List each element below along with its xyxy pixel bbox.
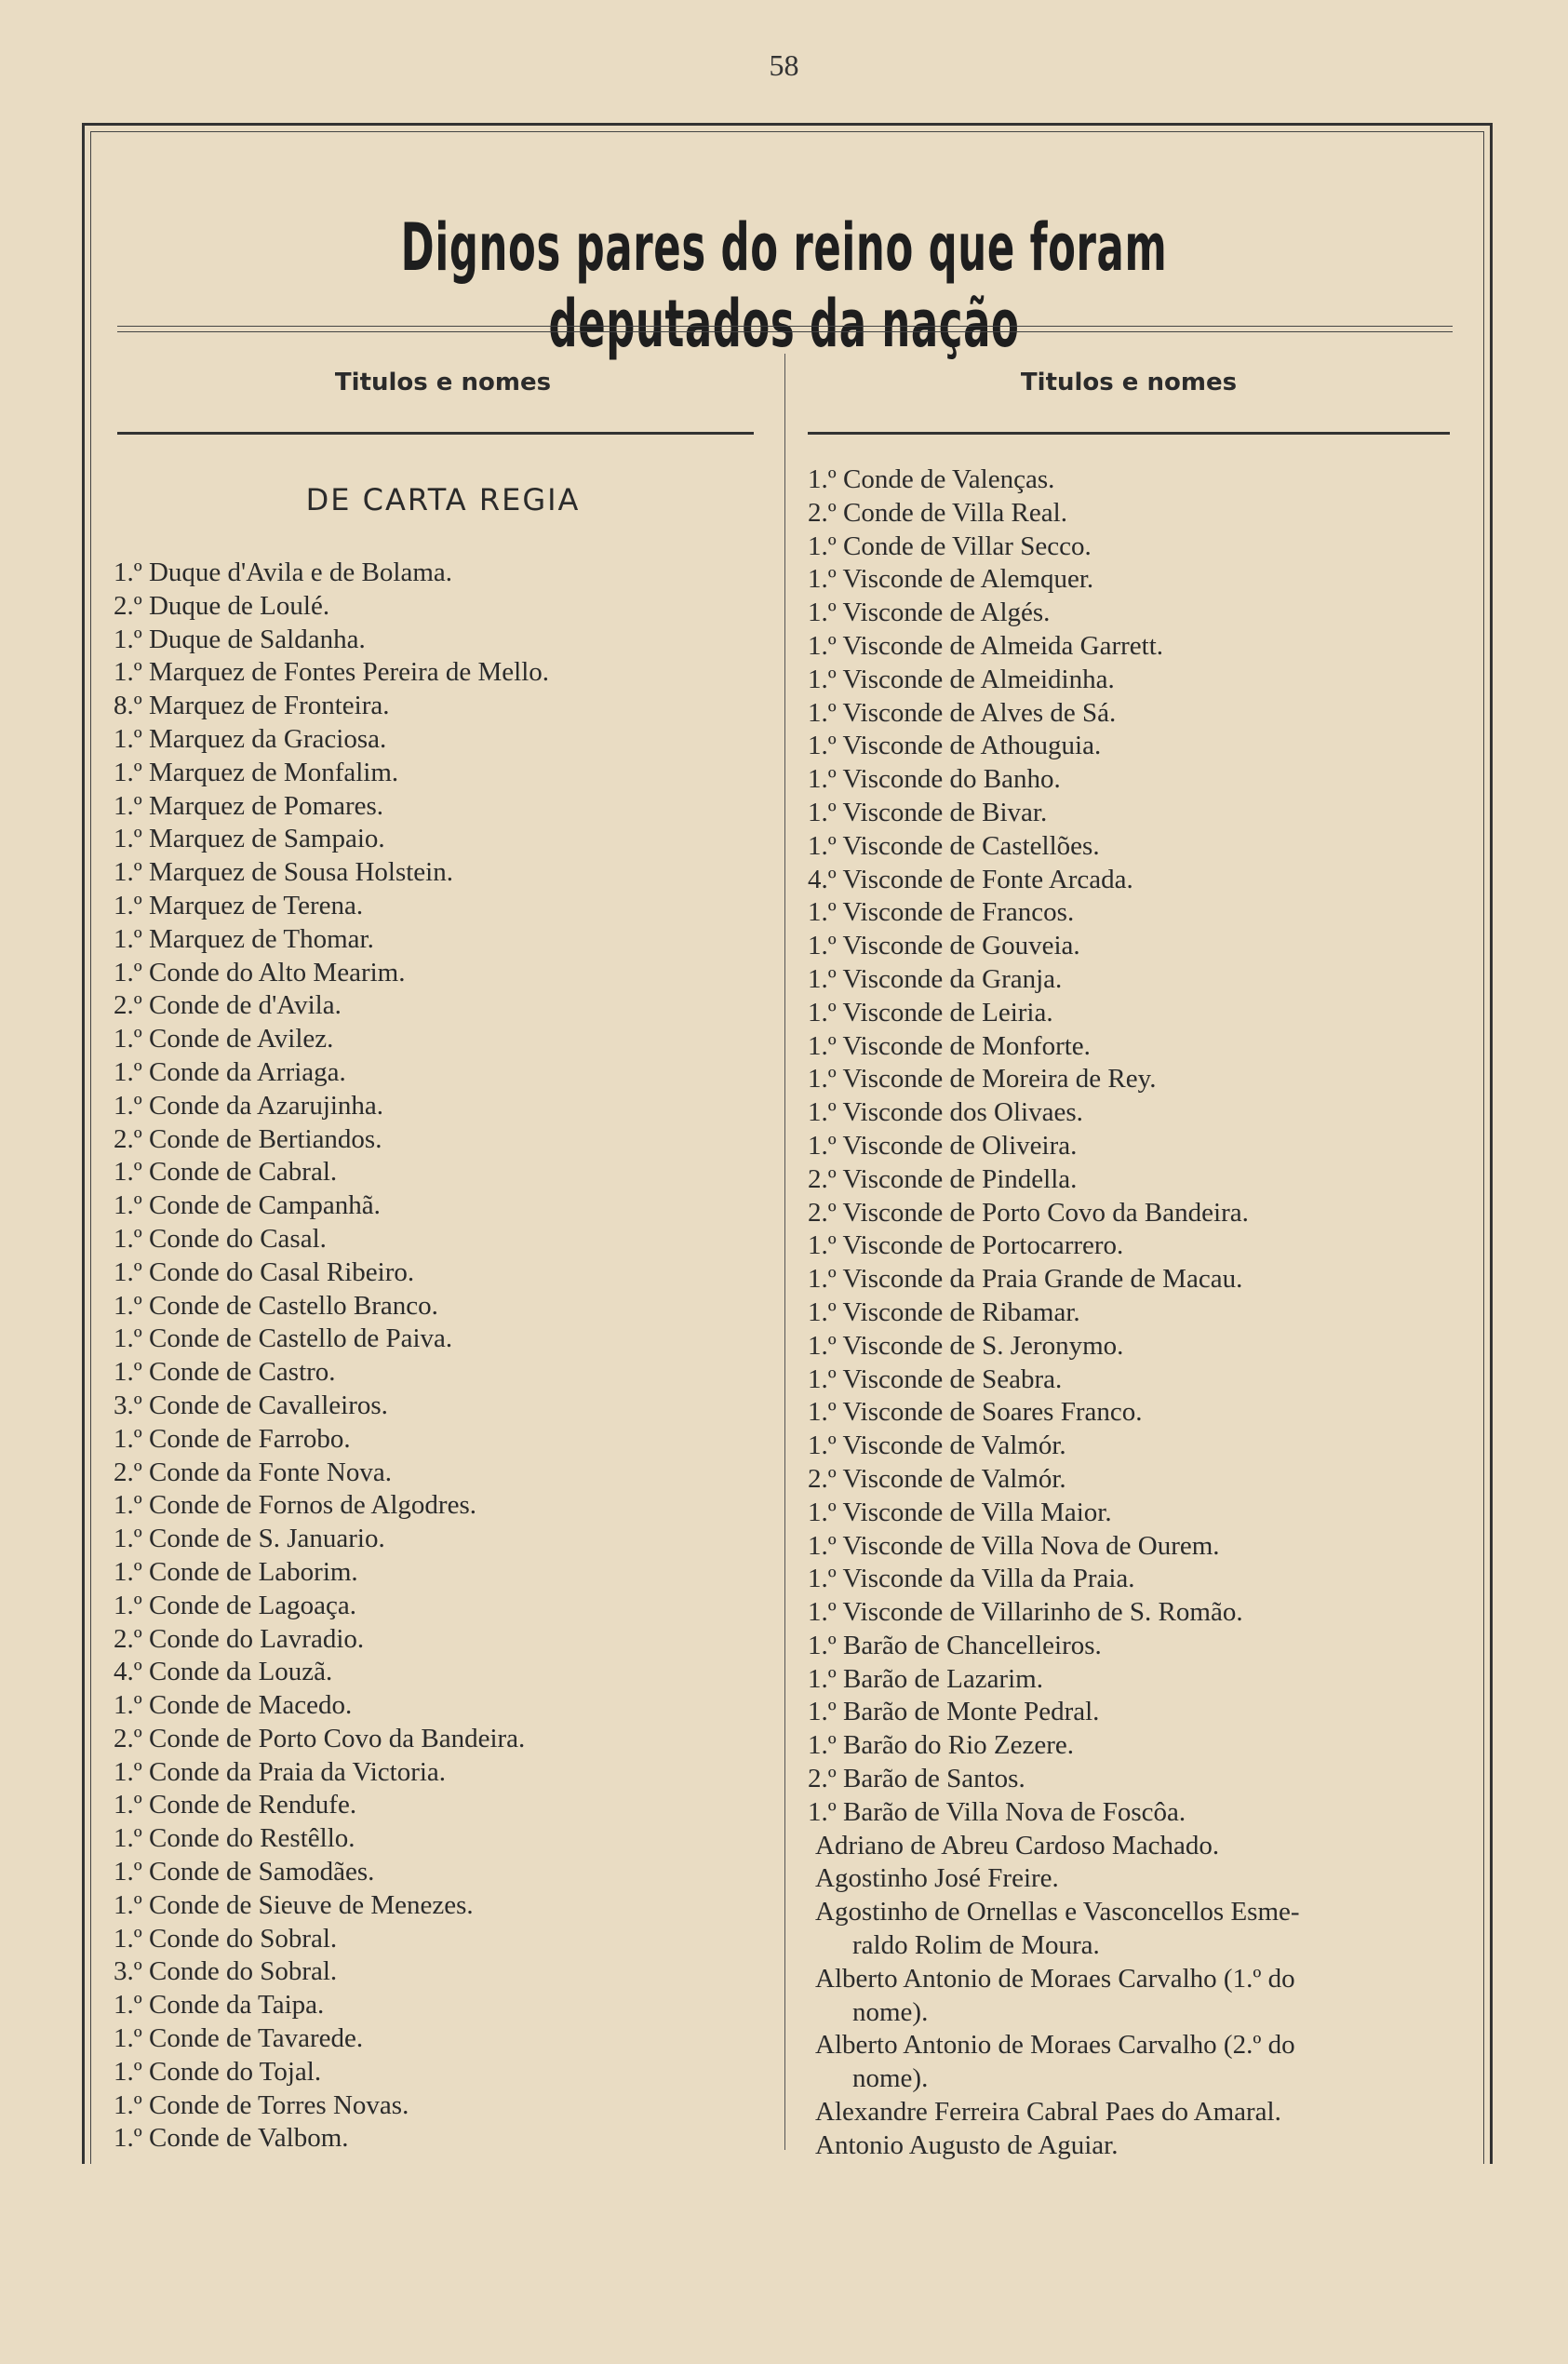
list-item: 1.º Conde de Villar Secco.	[808, 531, 1092, 561]
list-item: 8.º Marquez de Fronteira.	[114, 691, 390, 721]
list-item: 2.º Conde de Villa Real.	[808, 497, 1067, 528]
list-item: Alexandre Ferreira Cabral Paes do Amaral.	[815, 2097, 1281, 2128]
list-item: 1.º Marquez da Graciosa.	[114, 723, 387, 754]
list-item: 1.º Conde do Alto Mearim.	[114, 957, 406, 987]
list-item: 2.º Conde de Porto Covo da Bandeira.	[114, 1723, 526, 1753]
list-item: 1.º Marquez de Sousa Holstein.	[114, 857, 453, 888]
page-title: Dignos pares do reino que foram deputados da nação	[400, 209, 1168, 362]
column-header-right: Titulos e nomes	[1020, 369, 1238, 396]
column-divider	[784, 354, 785, 2150]
list-item: 1.º Barão de Chancelleiros.	[808, 1630, 1102, 1660]
list-item: 1.º Visconde de Seabra.	[808, 1363, 1063, 1394]
list-item: 1.º Visconde de Castellões.	[808, 830, 1100, 861]
list-item: 2.º Duque de Loulé.	[114, 590, 330, 621]
right-column-list	[808, 463, 1468, 2163]
list-item: 1.º Conde da Taipa.	[114, 1990, 325, 2021]
list-item-continuation: nome).	[852, 2063, 929, 2094]
list-item: 1.º Duque de Saldanha.	[114, 624, 366, 654]
list-item: 1.º Conde de Rendufe.	[114, 1790, 357, 1820]
list-item: 1.º Visconde da Granja.	[808, 963, 1063, 994]
list-item: 1.º Conde de Tavarede.	[114, 2023, 364, 2054]
list-item: 1.º Visconde de Villa Maior.	[808, 1497, 1112, 1527]
list-item: Agostinho de Ornellas e Vasconcellos Esme-	[815, 1897, 1300, 1927]
list-item: 1.º Conde de Macedo.	[114, 1690, 353, 1721]
list-item: 1.º Visconde de Almeidinha.	[808, 664, 1115, 694]
list-item: 1.º Visconde de Francos.	[808, 897, 1075, 928]
list-item: 1.º Conde de Farrobo.	[114, 1423, 351, 1454]
list-item: 1.º Duque d'Avila e de Bolama.	[114, 557, 453, 587]
section-title: DE CARTA REGIA	[305, 482, 581, 517]
list-item: 1.º Visconde de S. Jeronymo.	[808, 1330, 1124, 1361]
list-item: 1.º Conde de Valbom.	[114, 2123, 349, 2154]
list-item: 1.º Visconde de Moreira de Rey.	[808, 1064, 1157, 1095]
list-item: 1.º Conde da Azarujinha.	[114, 1090, 384, 1121]
list-item: 2.º Conde da Fonte Nova.	[114, 1457, 392, 1487]
list-item: 1.º Visconde de Monforte.	[808, 1030, 1091, 1061]
list-item: 1.º Visconde da Praia Grande de Macau.	[808, 1264, 1243, 1295]
list-item: 1.º Visconde de Gouveia.	[808, 931, 1080, 961]
list-item: 1.º Marquez de Sampaio.	[114, 824, 385, 854]
list-item: 4.º Conde da Louzã.	[114, 1657, 333, 1687]
list-item: 1.º Marquez de Monfalim.	[114, 757, 399, 787]
list-item: 1.º Conde do Tojal.	[114, 2056, 322, 2087]
list-item: 1.º Visconde de Villarinho de S. Romão.	[808, 1597, 1243, 1628]
list-item: 1.º Barão de Villa Nova de Foscôa.	[808, 1796, 1186, 1827]
list-item: 1.º Barão de Lazarim.	[808, 1663, 1043, 1694]
list-item: 1.º Visconde de Soares Franco.	[808, 1397, 1143, 1428]
list-item: 1.º Conde do Casal.	[114, 1223, 327, 1254]
list-item: 1.º Visconde de Villa Nova de Ourem.	[808, 1530, 1220, 1561]
list-item: 2.º Visconde de Valmór.	[808, 1463, 1066, 1494]
list-item: Agostinho José Freire.	[815, 1863, 1059, 1894]
list-item: 1.º Visconde de Oliveira.	[808, 1130, 1078, 1161]
list-item: 1.º Conde da Praia da Victoria.	[114, 1756, 447, 1787]
list-item: 1.º Conde de S. Januario.	[114, 1524, 385, 1554]
list-item: 4.º Visconde de Fonte Arcada.	[808, 864, 1133, 894]
list-item: 1.º Barão do Rio Zezere.	[808, 1730, 1074, 1761]
list-item: 1.º Conde de Sieuve de Menezes.	[114, 1889, 474, 1920]
list-item: 1.º Conde de Campanhã.	[114, 1190, 381, 1221]
list-item: 1.º Visconde de Portocarrero.	[808, 1230, 1124, 1261]
list-item: 1.º Marquez de Fontes Pereira de Mello.	[114, 657, 550, 688]
list-item: 1.º Marquez de Terena.	[114, 890, 364, 920]
list-item: 1.º Visconde de Alves de Sá.	[808, 697, 1117, 728]
list-item: 3.º Conde do Sobral.	[114, 1956, 338, 1987]
page-number: 58	[769, 48, 799, 82]
list-item: 1.º Visconde de Bivar.	[808, 797, 1048, 827]
list-item: 2.º Conde de Bertiandos.	[114, 1123, 382, 1154]
list-item: 1.º Conde do Casal Ribeiro.	[114, 1256, 415, 1287]
list-item: 2.º Barão de Santos.	[808, 1764, 1025, 1794]
list-item: 1.º Conde do Sobral.	[114, 1923, 338, 1954]
list-item-continuation: nome).	[852, 1996, 929, 2027]
list-item: 1.º Visconde de Ribamar.	[808, 1296, 1080, 1327]
list-item: 1.º Conde de Torres Novas.	[114, 2089, 409, 2120]
list-item: 3.º Conde de Cavalleiros.	[114, 1390, 388, 1420]
list-item: 1.º Conde de Laborim.	[114, 1556, 358, 1587]
list-item: 1.º Barão de Monte Pedral.	[808, 1697, 1100, 1727]
list-item: 1.º Conde de Lagoaça.	[114, 1590, 357, 1620]
list-item: Alberto Antonio de Moraes Carvalho (2.º do	[815, 2030, 1295, 2061]
list-item: Adriano de Abreu Cardoso Machado.	[815, 1830, 1220, 1860]
list-item: 1.º Visconde de Leiria.	[808, 997, 1053, 1028]
column-header-left: Titulos e nomes	[334, 369, 552, 396]
list-item: 1.º Conde de Avilez.	[114, 1024, 334, 1054]
left-column-list	[114, 557, 774, 2156]
list-item: 1.º Visconde de Valmór.	[808, 1430, 1066, 1461]
list-item: Antonio Augusto de Aguiar.	[815, 2129, 1119, 2160]
list-item: 1.º Visconde de Athouguia.	[808, 731, 1102, 761]
header-rule-right	[808, 432, 1450, 435]
list-item: 1.º Visconde da Villa da Praia.	[808, 1564, 1135, 1594]
list-item: 1.º Conde de Castro.	[114, 1357, 336, 1388]
list-item: 2.º Visconde de Porto Covo da Bandeira.	[808, 1197, 1249, 1228]
list-item: 1.º Conde do Restêllo.	[114, 1823, 355, 1854]
list-item: 1.º Visconde de Almeida Garrett.	[808, 630, 1163, 661]
title-rule	[117, 326, 1453, 332]
list-item: 1.º Marquez de Thomar.	[114, 923, 374, 954]
list-item: Alberto Antonio de Moraes Carvalho (1.º do	[815, 1963, 1295, 1994]
list-item: 1.º Conde de Castello de Paiva.	[114, 1323, 453, 1354]
list-item: 1.º Conde da Arriaga.	[114, 1056, 346, 1087]
list-item: 1.º Conde de Fornos de Algodres.	[114, 1490, 476, 1521]
list-item: 2.º Conde do Lavradio.	[114, 1623, 365, 1654]
list-item: 1.º Visconde dos Olivaes.	[808, 1097, 1083, 1128]
list-item: 1.º Conde de Cabral.	[114, 1157, 338, 1188]
list-item: 1.º Visconde do Banho.	[808, 764, 1061, 795]
list-item: 1.º Conde de Castello Branco.	[114, 1290, 438, 1321]
list-item: 1.º Visconde de Algés.	[808, 598, 1051, 628]
list-item: 2.º Conde de d'Avila.	[114, 990, 342, 1021]
list-item: 1.º Marquez de Pomares.	[114, 790, 384, 821]
list-item: 2.º Visconde de Pindella.	[808, 1163, 1078, 1194]
list-item-continuation: raldo Rolim de Moura.	[852, 1930, 1100, 1961]
list-item: 1.º Conde de Samodães.	[114, 1857, 375, 1887]
header-rule-left	[117, 432, 754, 435]
list-item: 1.º Conde de Valenças.	[808, 464, 1055, 494]
list-item: 1.º Visconde de Alemquer.	[808, 564, 1094, 595]
